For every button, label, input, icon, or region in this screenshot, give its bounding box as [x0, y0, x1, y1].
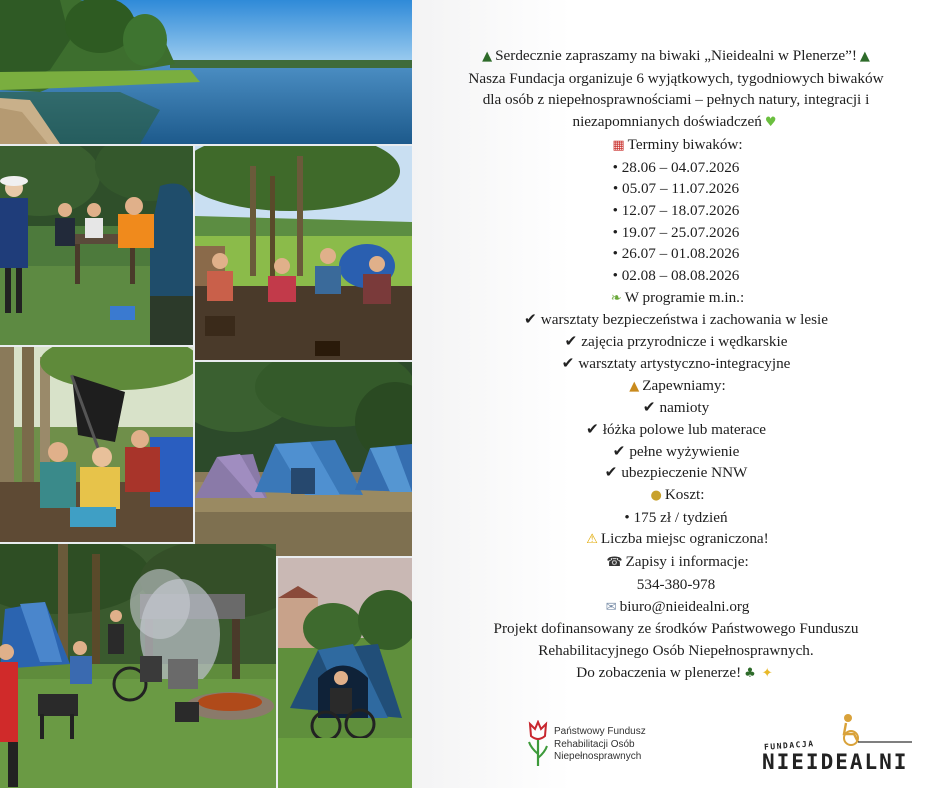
warning-icon: ⚠ [586, 532, 598, 548]
cost-heading-line [412, 484, 940, 507]
invitation-text [412, 45, 940, 684]
date-item: • 26.07 – 01.08.2026 [612, 245, 740, 263]
tree-icon: ♣ [744, 665, 756, 681]
date-item: • 02.08 – 08.08.2026 [612, 267, 740, 285]
camping-icon: ▲ [629, 378, 640, 394]
provide-item-text: namioty [659, 399, 710, 417]
program-item [412, 353, 940, 375]
limited-line [412, 528, 940, 551]
intro-line: Nasza Fundacja organizuje 6 wyjątkowych, tygodniowych biwaków [468, 69, 884, 87]
lake-photo [0, 0, 412, 144]
program-item [412, 331, 940, 353]
flag-group-photo [0, 347, 193, 542]
check-mark-icon: ✔ [642, 398, 656, 417]
pfron-line: Niepełnosprawnych [554, 751, 642, 762]
date-item: • 05.07 – 11.07.2026 [612, 180, 740, 198]
funding-line: Projekt dofinansowany ze środków Państwowego Funduszu [493, 620, 859, 638]
sparkles-icon: ✦ [761, 665, 773, 681]
pfron-tulip-icon [527, 720, 549, 768]
closing-line [412, 662, 940, 685]
program-item-text: warsztaty bezpieczeństwa i zachowania w lesie [540, 311, 828, 329]
foundation-label: FUNDACJA [763, 739, 815, 752]
intro-text: niezapomnianych doświadczeń [572, 113, 762, 131]
money-bag-icon: ● [650, 488, 662, 504]
tents-photo [195, 362, 412, 556]
contact-heading-line [412, 551, 940, 574]
intro-line-last [412, 111, 940, 134]
check-mark-icon: ✔ [586, 419, 599, 438]
provide-item-text: ubezpieczenie NNW [621, 464, 748, 482]
email-link[interactable]: biuro@nieidealni.org [619, 597, 750, 615]
dates-heading-line [412, 134, 940, 157]
wheelchair-user-icon [834, 712, 914, 748]
program-item-text: zajęcia przyrodnicze i wędkarskie [581, 333, 788, 351]
date-item: • 12.07 – 18.07.2026 [612, 201, 740, 219]
funding-line: Rehabilitacyjnego Osób Niepełnosprawnych. [538, 641, 814, 659]
bonfire-photo [0, 544, 276, 788]
phone-number[interactable]: 534-380-978 [636, 575, 716, 593]
sprout-icon: ❧ [610, 290, 622, 306]
program-item [412, 309, 940, 331]
envelope-icon: ✉ [605, 599, 617, 615]
check-mark-icon: ✔ [524, 310, 537, 329]
check-mark-icon: ✔ [561, 353, 575, 372]
program-heading-line [412, 287, 940, 310]
dates-heading: Terminy biwaków: [627, 135, 743, 153]
check-mark-icon: ✔ [612, 441, 626, 460]
cost-heading: Koszt: [664, 486, 705, 504]
provide-heading-line [412, 375, 940, 398]
check-mark-icon: ✔ [604, 463, 618, 482]
date-item: • 19.07 – 25.07.2026 [612, 223, 740, 241]
headline: Serdecznie zapraszamy na biwaki „Nieidealni w Plenerze”! [495, 47, 857, 64]
pfron-logo [527, 720, 667, 770]
provide-item [412, 441, 940, 463]
pfron-line: Rehabilitacji Osób [554, 738, 635, 750]
provide-item [412, 462, 940, 484]
info-panel [412, 0, 940, 788]
closing-text: Do zobaczenia w plenerze! [576, 663, 742, 681]
photo-collage [0, 0, 412, 788]
campfire-circle-photo [195, 146, 412, 360]
program-heading: W programie m.in.: [624, 288, 745, 306]
pfron-line: Państwowy Fundusz [554, 726, 646, 737]
telephone-icon: ☎ [606, 555, 623, 571]
evergreen-tree-icon: ▲ [482, 49, 493, 64]
provide-heading: Zapewniamy: [642, 376, 726, 394]
program-item-text: warsztaty artystyczno-integracyjne [578, 354, 791, 372]
provide-item [412, 397, 940, 419]
contact-heading: Zapisy i informacje: [625, 553, 749, 571]
provide-item [412, 419, 940, 441]
foundation-name: NIEIDEALNI [762, 750, 909, 774]
evergreen-tree-icon: ▲ [859, 49, 870, 64]
pfron-name [554, 726, 674, 764]
headline-line [412, 45, 940, 68]
provide-item-text: łóżka polowe lub materace [602, 420, 766, 438]
check-mark-icon: ✔ [564, 332, 578, 351]
tent-wheelchair-photo [278, 558, 412, 788]
limited-text: Liczba miejsc ograniczona! [600, 530, 769, 548]
email-line [412, 596, 940, 619]
calendar-icon: ▦ [612, 137, 625, 153]
provide-item-text: pełne wyżywienie [629, 442, 740, 460]
green-heart-icon: ♥ [764, 115, 777, 131]
cost-value: • 175 zł / tydzień [624, 508, 728, 526]
intro-line: dla osób z niepełnosprawnościami – pełnych natury, integracji i [482, 91, 870, 109]
nieidealni-logo [760, 712, 920, 780]
date-item: • 28.06 – 04.07.2026 [612, 158, 740, 176]
picnic-table-photo [0, 146, 193, 345]
